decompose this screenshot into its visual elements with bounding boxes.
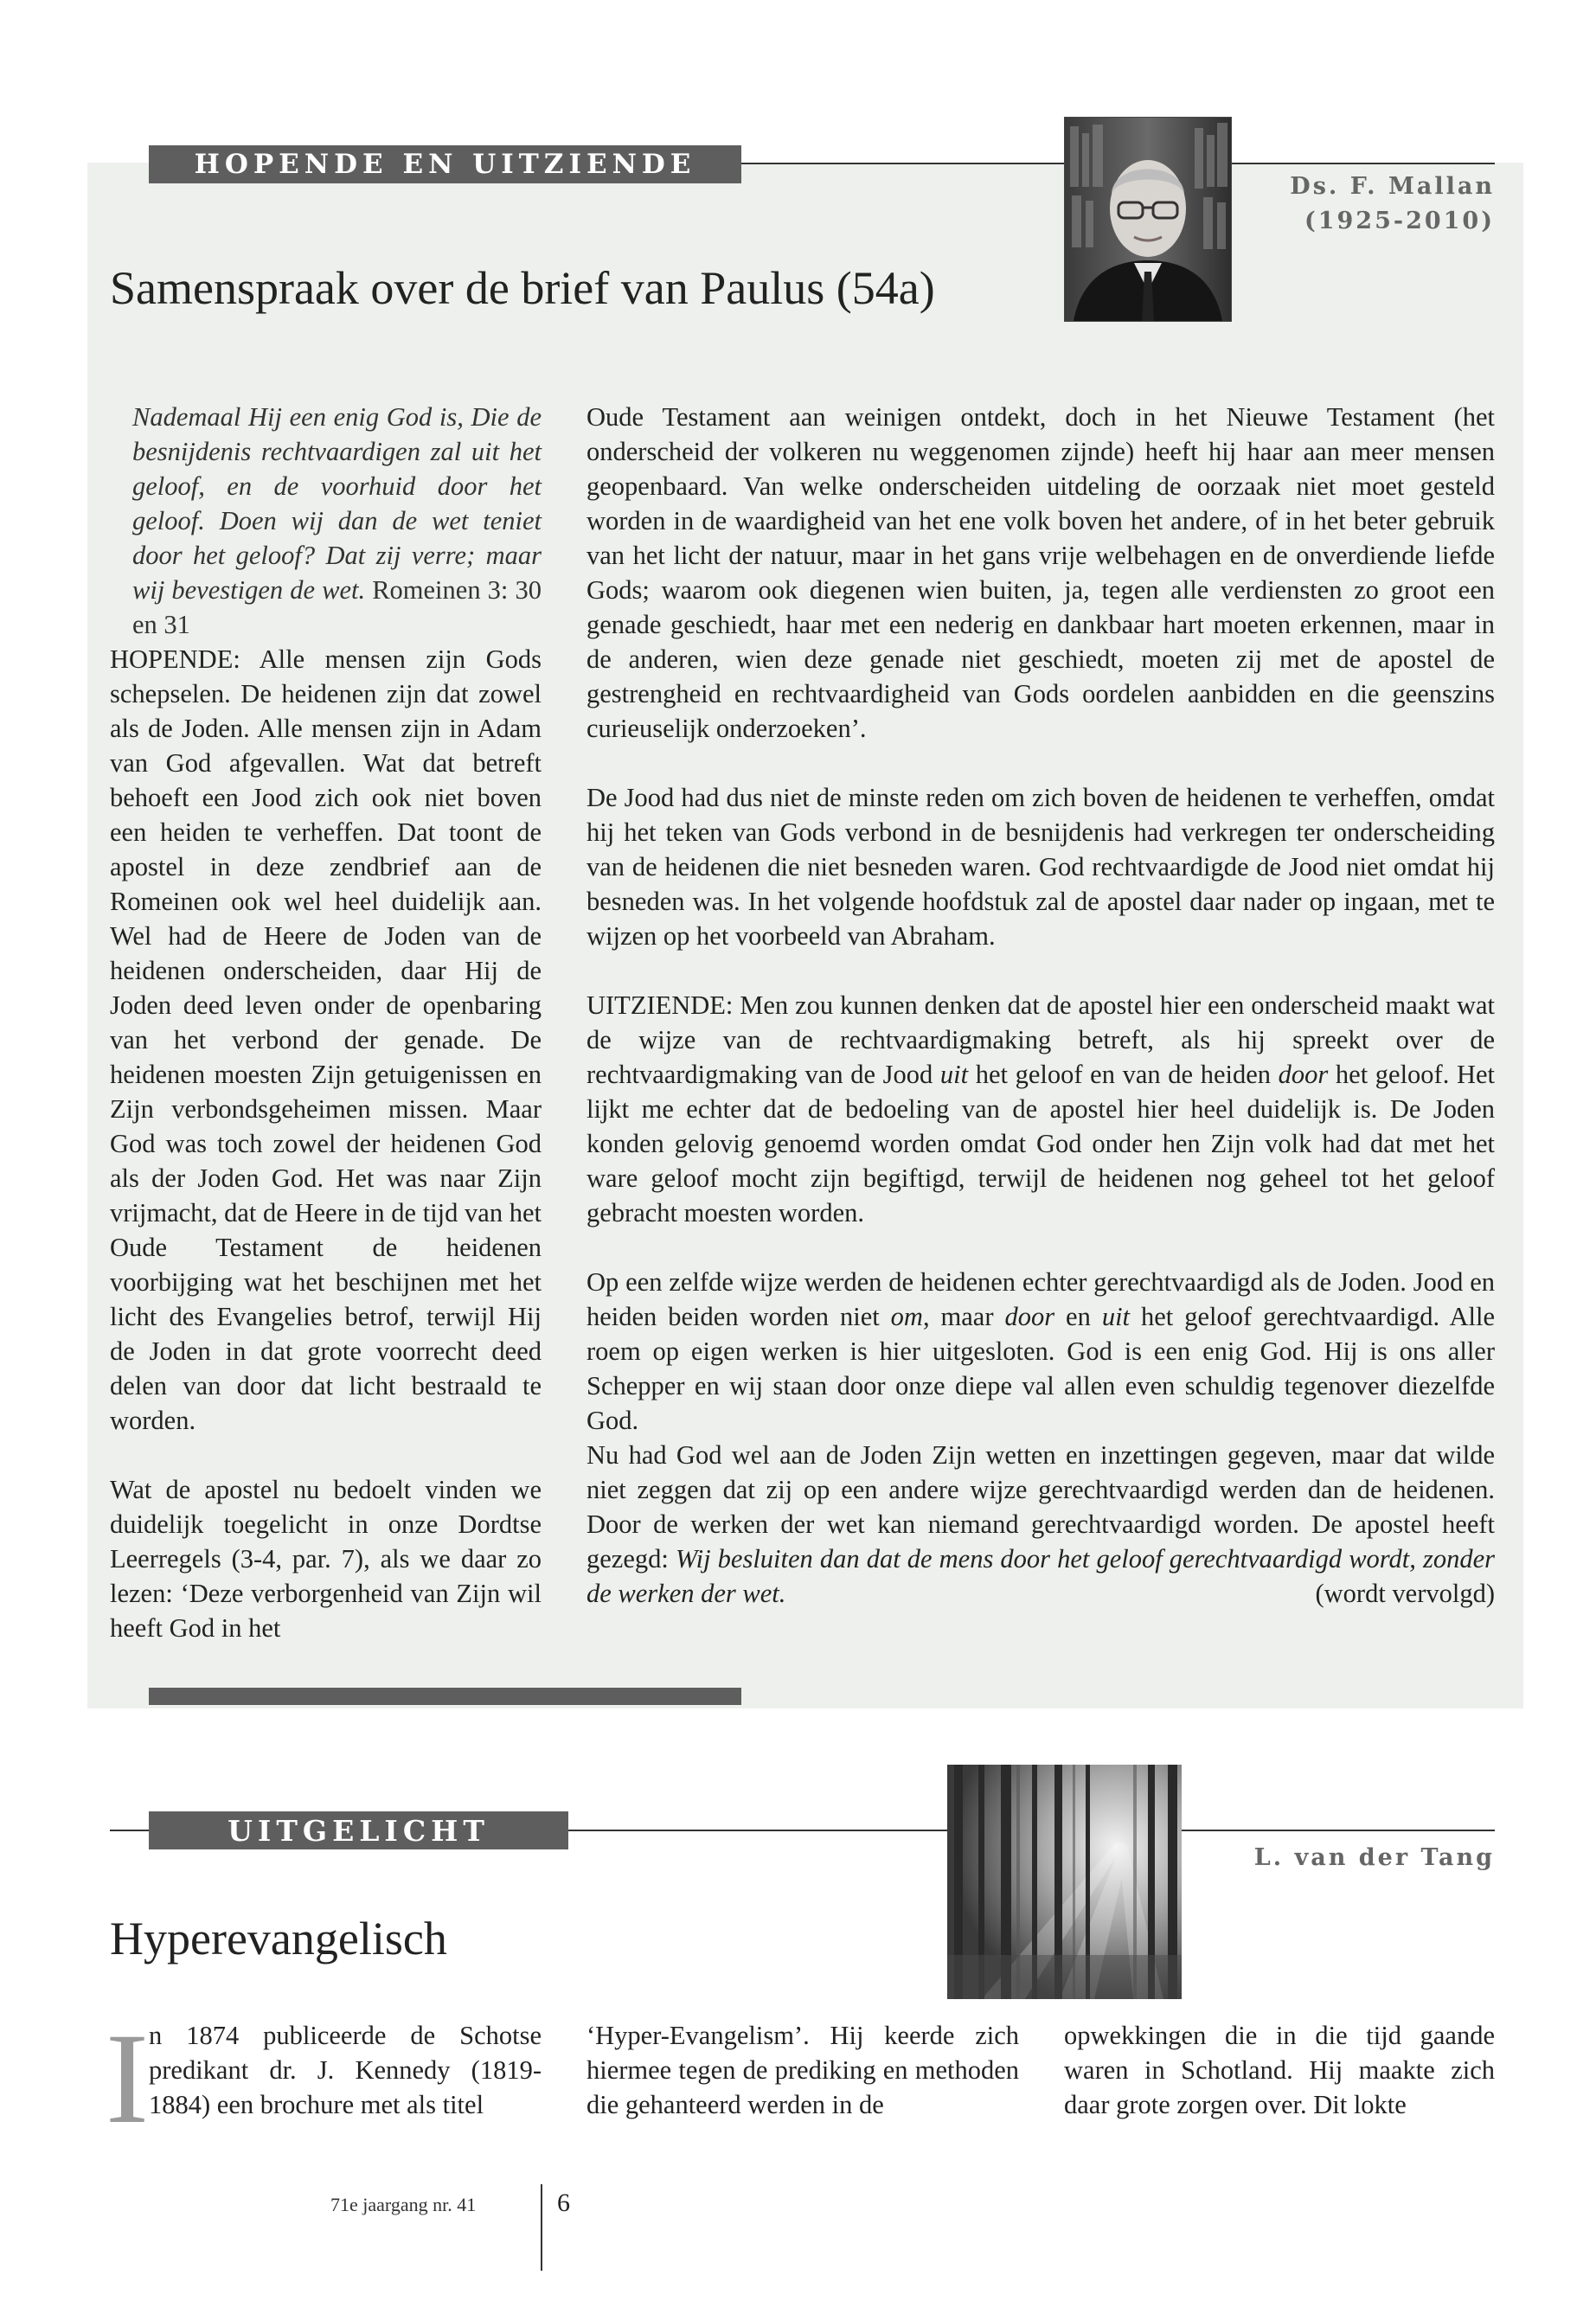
text-run: UITZIENDE: Men zou kunnen denken dat de apostel hier een onderscheid maakt wat de wijze van de rechtvaardigmaking betreft, als hij spreekt over de rechtvaardigmaking van de Jood — [586, 990, 1495, 1089]
continued-note: (wordt vervolgd) — [1315, 1579, 1495, 1608]
paragraph-hopende: HOPENDE: Alle mensen zijn Gods schepselen. De heidenen zijn dat zowel als de Joden. Alle mensen zijn in Adam van God afgevallen. Wat dat betreft behoeft een Jood zich ook niet boven een heiden te verheffen. Dat toont de apostel in deze zendbrief aan de Romeinen ook wel heel duidelijk aan. Wel had de Heere de Joden van de heidenen onderscheiden, daar Hij de Joden deed leven onder de openbaring van het verbond der genade. De heidenen moesten Zijn getuigenissen en Zijn verbondsgeheimen missen. Maar God was toch zowel der heidenen God als der Joden God. Het was naar Zijn vrijmacht, dat de Heere in de tijd van het Oude Testament de heidenen voorbijging wat het beschijnen met het licht des Evangelies betrof, terwijl Hij de Joden in dat grote voorrecht deed delen van door dat licht bestraald te worden. — [110, 644, 542, 1435]
paragraph-wetten — [586, 1438, 1495, 1611]
article2-title: Hyperevangelisch — [110, 1913, 447, 1965]
author-years: (1925-2010) — [1304, 208, 1495, 234]
paragraph-jood: De Jood had dus niet de minste reden om zich boven de heidenen te verheffen, omdat hij het teken van Gods verbond in de besnijdenis had verkregen ter onderscheiding van de heidenen die niet besneden waren. God rechtvaardigde de Jood niet omdat hij besneden was. In het volgende hoofdstuk zal de apostel daar nader op ingaan, met te wijzen op het voorbeeld van Abraham. — [586, 783, 1495, 951]
article2-col-2-text: ‘Hyper-Evangelism’. Hij keerde zich hiermee tegen de prediking en methoden die gehanteerd werden in de — [586, 2021, 1019, 2119]
forest-photo — [947, 1765, 1182, 1999]
article2-col-1-text: n 1874 publiceerde de Schotse predikant dr. J. Kennedy (1819-1884) een brochure met als titel — [149, 2021, 542, 2119]
article2-col-3 — [1064, 2018, 1495, 2122]
text-run: en — [1054, 1302, 1102, 1331]
article2-col-1 — [149, 2018, 542, 2122]
text-run: het geloof. Het lijkt me echter dat de bedoeling van de apostel hier heel duidelijk is. De Joden konden gelovig genoemd worden omdat God onder hen Zijn volk had dat met het ware geloof mocht zijn begiftigd, terwijl de heidenen nog geheel tot het geloof gebracht moesten worden. — [586, 1060, 1496, 1227]
author-name — [1246, 170, 1495, 239]
author-photo — [1064, 117, 1232, 322]
emphasis: Wij besluiten dan dat de mens door het geloof gerechtvaardigd wordt, zonder de werken der wet. — [586, 1544, 1495, 1608]
article2-col-3-text: opwekkingen die in die tijd gaande waren in Schotland. Hij maakte zich daar grote zorgen over. Dit lokte — [1064, 2021, 1495, 2119]
text-run: het geloof en van de heiden — [968, 1060, 1279, 1089]
text-run: Op een zelfde wijze werden de heidenen echter gerechtvaardigd als de Joden. Jood en heiden beiden worden niet — [586, 1267, 1495, 1331]
paragraph-zelfde-wijze — [586, 1265, 1495, 1438]
article-end-bar — [149, 1688, 741, 1705]
left-column — [110, 642, 542, 1645]
forest-image — [947, 1765, 1182, 1999]
right-column — [586, 400, 1495, 1611]
author2-name: L. van der Tang — [1253, 1844, 1495, 1871]
emphasis: uit — [939, 1060, 969, 1089]
emphasis: door — [1004, 1302, 1055, 1331]
bible-quote — [132, 400, 542, 642]
header2-rule-mid — [568, 1830, 947, 1831]
text-run: Nu had God wel aan de Joden Zijn wetten en inzettingen gegeven, maar dat wilde niet zeggen dat zij op een andere wijze gerechtvaardigd werden dan de heidenen. Door de werken der wet kan niemand gerechtvaardigd worden. De apostel heeft gezegd: — [586, 1440, 1495, 1574]
footer-divider — [541, 2184, 542, 2271]
emphasis: uit — [1101, 1302, 1131, 1331]
emphasis: door — [1278, 1060, 1329, 1089]
portrait-image — [1065, 118, 1231, 321]
paragraph-dordtse: Wat de apostel nu bedoelt vinden we duidelijk toegelicht in onze Dordtse Leerregels (3-4, par. 7), als we daar zo lezen: ‘Deze verborgenheid van Zijn wil heeft God in het — [110, 1475, 542, 1643]
header2-rule-right — [1182, 1830, 1495, 1831]
header-rule-right — [1230, 163, 1495, 164]
text-run: , maar — [922, 1302, 1005, 1331]
author-line-1: Ds. F. Mallan — [1290, 173, 1495, 200]
section-label-hopende: HOPENDE EN UITZIENDE — [149, 145, 741, 183]
header-rule-mid — [741, 163, 1064, 164]
drop-cap: I — [106, 2007, 149, 2150]
article2-col-2 — [586, 2018, 1019, 2122]
bible-quote-text: Nademaal Hij een enig God is, Die de besnijdenis rechtvaardigen zal uit het geloof, en de voorhuid door het geloof. Doen wij dan de wet teniet door het geloof? Dat zij verre; maar wij bevestigen de wet. — [132, 402, 542, 605]
text-run: het geloof gerechtvaardigd. Alle roem op eigen werken is hier uitgesloten. God is een enig God. Hij is ons aller Schepper en wij staan door onze diepe val allen even schuldig tegenover diezelfde God. — [586, 1302, 1495, 1435]
header2-rule-left — [110, 1830, 149, 1831]
section-label-uitgelicht: UITGELICHT — [149, 1811, 568, 1849]
bible-quote-reference: Romeinen 3: 30 en 31 — [132, 575, 542, 639]
page-number: 6 — [557, 2189, 570, 2217]
paragraph-uitziende — [586, 988, 1495, 1230]
paragraph-testament: Oude Testament aan weinigen ontdekt, doch in het Nieuwe Testament (het onderscheid der volkeren nu weggenomen zijnde) heeft hij haar aan meer mensen geopenbaard. Van welke onderscheiden uitdeling de oorzaak niet moet gesteld worden in de waardigheid van het ene volk boven het andere, of in het beter gebruik van het licht der natuur, maar in het gans vrije welbehagen en de onverdiende liefde Gods; waarom ook diegenen wien buiten, ja, tegen alle verdiensten zo groot een genade geschiedt, haar met een nederig en dankbaar hart moeten erkennen, maar in de anderen, wien deze genade niet geschiedt, moeten zij met de apostel de gestrengheid en rechtvaardigheid van Gods oordelen aanbidden en die geenszins curieuselijk onderzoeken’. — [586, 402, 1495, 743]
article-title: Samenspraak over de brief van Paulus (54a) — [110, 262, 935, 314]
emphasis: om — [890, 1302, 923, 1331]
issue-info: 71e jaargang nr. 41 — [330, 2194, 477, 2215]
